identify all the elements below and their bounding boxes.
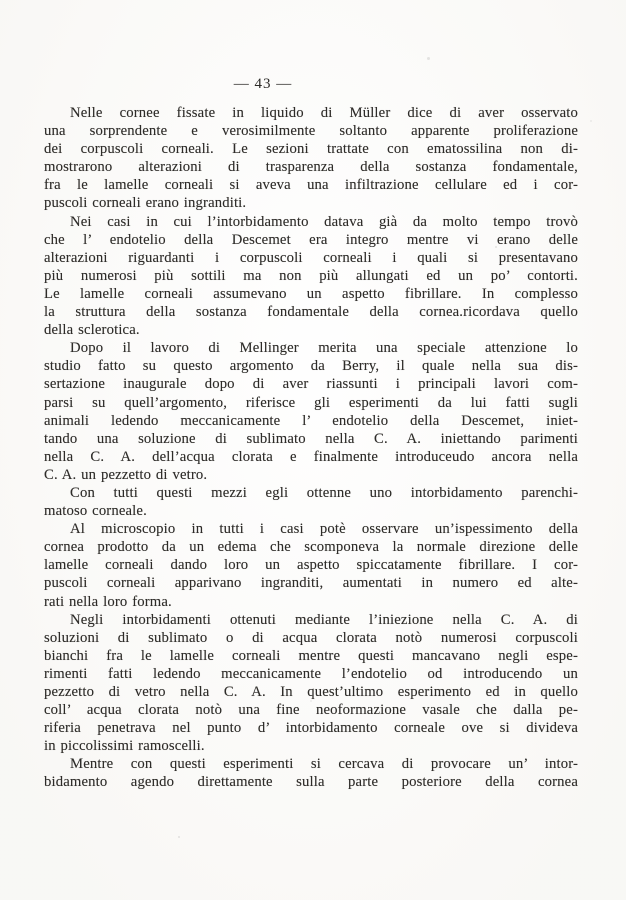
text-line: in piccolissimi ramoscelli. xyxy=(44,738,205,755)
paragraph xyxy=(44,520,578,610)
text-line: puscoli corneali apparivano ingranditi, aumentati in numero ed alte- xyxy=(44,575,578,592)
text-line: più numerosi più sottili ma non più allungati ed un po’ contorti. xyxy=(44,267,578,284)
text-line: alterazioni riguardanti i corpuscoli corneali i quali si presentavano xyxy=(44,249,578,266)
text-line: della sclerotica. xyxy=(44,322,140,339)
page-number: — 43 — xyxy=(233,76,293,92)
text-line: Nelle cornee fissate in liquido di Müller dice di aver osservato xyxy=(70,105,578,121)
text-block xyxy=(44,104,578,792)
text-line: Con tutti questi mezzi egli ottenne uno intorbidamento parenchi- xyxy=(70,484,578,501)
text-line: bianchi fra le lamelle corneali mentre questi mancavano negli espe- xyxy=(44,647,578,664)
text-line: Al microscopio in tutti i casi potè osservare un’ispessimento della xyxy=(70,521,578,538)
text-line: Dopo il lavoro di Mellinger merita una speciale attenzione lo xyxy=(70,340,578,357)
text-line: Negli intorbidamenti ottenuti mediante l’iniezione nella C. A. di xyxy=(70,611,578,628)
text-line: una sorprendente e verosimilmente soltanto apparente proliferazione xyxy=(44,123,578,140)
text-line: mostrarono alterazioni di trasparenza della sostanza fondamentale, xyxy=(44,159,578,176)
text-line: coll’ acqua clorata notò una fine neoformazione vasale che dalla pe- xyxy=(44,702,578,719)
text-line: studio fatto su questo argomento da Berry, il quale nella sua dis- xyxy=(44,358,578,375)
text-line: rimenti fatti ledendo meccanicamente l’endotelio od introducendo un xyxy=(44,665,578,682)
paragraph xyxy=(44,755,578,791)
paragraph xyxy=(44,484,578,520)
text-line: cornea prodotto da un edema che scomponeva la normale direzione delle xyxy=(44,539,578,556)
text-line: parsi su quell’argomento, riferisce gli esperimenti da lui fatti sugli xyxy=(44,394,578,411)
text-line: soluzioni di sublimato o di acqua clorata notò numerosi corpuscoli xyxy=(44,629,578,646)
paragraph xyxy=(44,611,578,756)
text-line: bidamento agendo direttamente sulla parte posteriore della cornea xyxy=(44,774,578,791)
paragraph xyxy=(44,339,578,484)
text-line: tando una soluzione di sublimato nella C. A. iniettando parimenti xyxy=(44,430,578,447)
text-line: fra le lamelle corneali si aveva una infiltrazione cellulare ed i cor- xyxy=(44,177,578,194)
text-line: puscoli corneali erano ingranditi. xyxy=(44,195,247,212)
text-line: la struttura della sostanza fondamentale della cornea.ricordava quello xyxy=(44,304,578,321)
text-line: Mentre con questi esperimenti si cercava di provocare un’ intor- xyxy=(70,756,578,773)
text-line: pezzetto di vetro nella C. A. In quest’ultimo esperimento ed in quello xyxy=(44,684,578,700)
text-line: animali ledendo meccanicamente l’ endotelio della Descemet, iniet- xyxy=(44,412,578,429)
paragraph xyxy=(44,213,578,340)
text-line: nella C. A. dell’acqua clorata e finalmente introduceudo ancora nella xyxy=(44,448,578,465)
text-line: dei corpuscoli corneali. Le sezioni trattate con ematossilina non di- xyxy=(44,141,578,158)
paragraph xyxy=(44,104,578,213)
text-line: Le lamelle corneali assumevano un aspetto fibrillare. In complesso xyxy=(44,285,578,302)
text-line: lamelle corneali dando loro un aspetto spiccatamente fibrillare. I cor- xyxy=(44,557,578,574)
text-line: matoso corneale. xyxy=(44,503,147,520)
text-line: riferia penetrava nel punto d’ intorbidamento corneale ove si divideva xyxy=(44,720,578,737)
text-line: C. A. un pezzetto di vetro. xyxy=(44,466,208,483)
text-line: sertazione inaugurale dopo di aver riassunti i principali lavori com- xyxy=(44,376,578,393)
text-line: rati nella loro forma. xyxy=(44,593,172,610)
text-line: che l’ endotelio della Descemet era integro mentre vi erano delle xyxy=(44,231,578,248)
text-line: Nei casi in cui l’intorbidamento datava già da molto tempo trovò xyxy=(70,213,578,230)
